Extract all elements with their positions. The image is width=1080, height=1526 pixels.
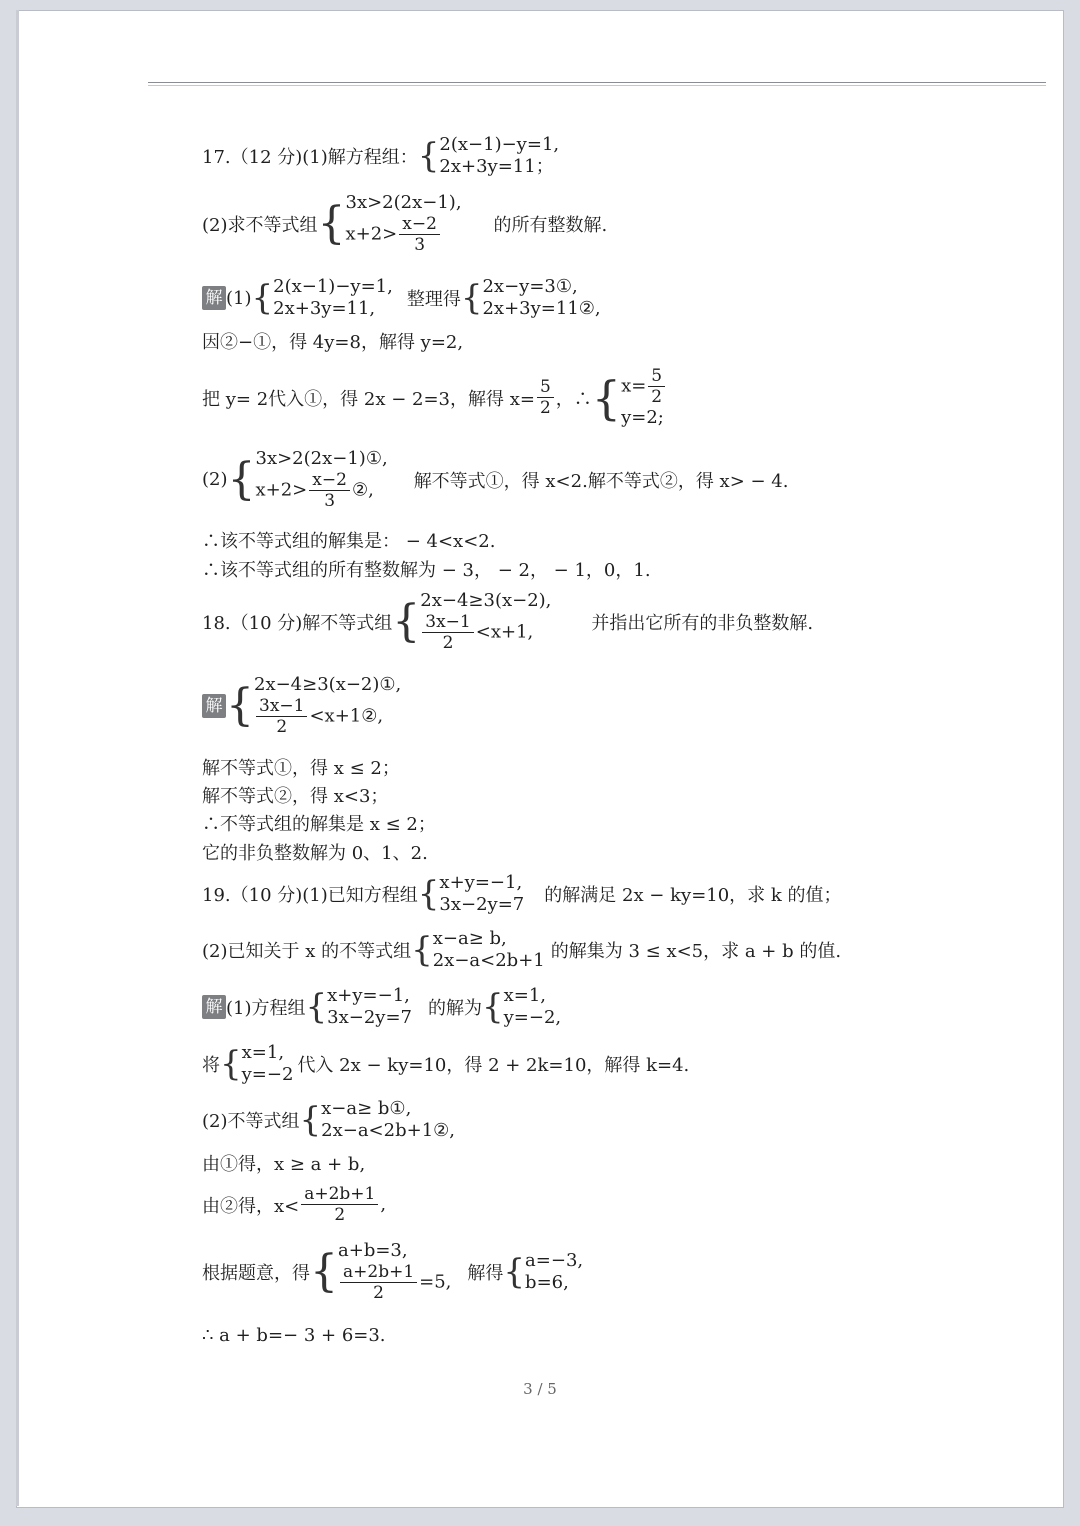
q19-part1 (202, 872, 842, 916)
q19-sol6-prefix: 根据题意，得 (202, 1262, 310, 1284)
q19-answer-y: y=−2, (503, 1007, 562, 1028)
solution-badge: 解 (202, 995, 226, 1019)
q18-ineq2 (420, 612, 551, 653)
q19-sol6-eq2 (338, 1262, 451, 1303)
eq-tail: =5, (419, 1271, 452, 1293)
q18-ineq1: 2x−4≥3(x−2), (420, 590, 552, 611)
fraction-numerator: 5 (648, 366, 665, 387)
q18-sol-line3: 解不等式②，得 x<3； (202, 786, 389, 807)
fraction-denominator: 2 (442, 633, 454, 653)
q17-part1 (202, 134, 559, 178)
q17-part2 (202, 192, 607, 255)
fraction-denominator: 2 (539, 398, 551, 418)
q19-sol6-answer (525, 1250, 583, 1294)
q19-sol-line7: ∴ a + b=− 3 + 6=3. (202, 1325, 386, 1346)
ineq-lhs: x+2> (255, 479, 308, 501)
q19-sol6-mid: 解得 (467, 1262, 504, 1284)
q17-answer-x (621, 366, 667, 407)
fraction-denominator: 3 (414, 235, 426, 255)
q17-sol4-prefix: (2) (202, 469, 228, 490)
q17-sol-line4 (202, 448, 788, 511)
q17-sol1-eq4: 2x+3y=11②, (482, 298, 601, 319)
q17-system (439, 134, 559, 178)
q17-sol1-mid: 整理得 (406, 289, 461, 310)
q18-sol-line4: ∴不等式组的解集是 x ≤ 2； (202, 814, 436, 835)
brace-icon: { (317, 198, 346, 249)
q17-sol-line6: ∴该不等式组的所有整数解为 − 3， − 2， − 1，0，1. (202, 560, 651, 581)
q18-system (420, 590, 551, 653)
q17-sol-line3 (202, 366, 667, 429)
brace-icon: { (460, 278, 483, 318)
q19-sol1-eq2: 3x−2y=7 (327, 1007, 412, 1028)
fraction-numerator: x−2 (309, 470, 350, 491)
fraction-numerator: x−2 (399, 214, 440, 235)
q19-sol1-answer (504, 985, 562, 1029)
q18-sol-line2: 解不等式①，得 x ≤ 2； (202, 758, 400, 779)
q19-eq1: x+y=−1, (439, 872, 523, 893)
brace-icon: { (299, 1100, 322, 1140)
brace-icon: { (591, 370, 622, 425)
fraction-numerator: 3x−1 (256, 696, 307, 717)
q19-sol2-suffix: 代入 2x − ky=10，得 2 + 2k=10，解得 k=4. (297, 1055, 690, 1076)
q17-sol1-prefix: (1) (226, 287, 252, 309)
q19-sol2 (202, 1042, 689, 1086)
page-number: 3 / 5 (523, 1380, 557, 1398)
brace-icon: { (417, 136, 440, 176)
q18-prefix: 18.（10 分)解不等式组 (202, 612, 393, 634)
q19-sol6-system (338, 1240, 451, 1303)
fraction-numerator: 3x−1 (422, 612, 473, 633)
q19-sol3-ineq1: x−a≥ b①, (321, 1098, 412, 1119)
fraction-denominator: 2 (276, 717, 288, 737)
q19-sol2-system (242, 1042, 294, 1086)
fraction (340, 1262, 417, 1303)
fraction (648, 366, 665, 407)
q18-sol-ineq1: 2x−4≥3(x−2)①, (254, 674, 402, 695)
fraction-numerator: 5 (537, 377, 554, 398)
q17-sol4-suffix: 解不等式①，得 x<2.解不等式②，得 x> − 4. (413, 470, 789, 492)
q17-ineq1: 3x>2(2x−1), (345, 192, 462, 213)
q17-sol1-eq1: 2(x−1)−y=1, (273, 276, 393, 297)
q19-sol1-mid: 的解为 (427, 998, 482, 1019)
q17-sol4-ineq2 (256, 470, 388, 511)
q18-sol-system (254, 674, 401, 737)
q19-sol1 (202, 985, 561, 1029)
brace-icon: { (251, 278, 274, 318)
q17-sol4-ineq1: 3x>2(2x−1)①, (255, 448, 388, 469)
q17-eq1: 2(x−1)−y=1, (439, 134, 560, 155)
q19-sol2-prefix: 将 (202, 1055, 220, 1076)
brace-icon: { (310, 1246, 338, 1297)
header-rule (148, 82, 1046, 83)
answer-x-label: x= (621, 375, 647, 397)
q19-answer-a: a=−3, (525, 1249, 584, 1271)
q19-part2-ineq1: x−a≥ b, (432, 928, 507, 949)
page-frame-left (16, 10, 19, 1506)
q17-sol3-therefore: ，∴ (555, 388, 592, 410)
solution-badge: 解 (202, 694, 226, 718)
q19-suffix: 的解满足 2x − ky=10，求 k 的值； (544, 885, 842, 906)
q18-sol-ineq2 (254, 696, 401, 737)
q17-sol4-system (256, 448, 388, 511)
brace-icon: { (411, 930, 433, 970)
brace-icon: { (227, 454, 256, 505)
q17-sol3-prefix: 把 y= 2代入①，得 2x − 2=3，解得 x= (202, 388, 535, 410)
fraction (301, 1184, 378, 1225)
brace-icon: { (481, 987, 504, 1027)
q17-sol-line5: ∴该不等式组的解集是： − 4<x<2. (202, 531, 496, 552)
q17-part2-prefix: (2)求不等式组 (202, 214, 318, 236)
q18-sol1 (202, 674, 401, 737)
solution-badge: 解 (202, 286, 226, 310)
brace-icon: { (226, 680, 254, 731)
fraction-denominator: 3 (324, 491, 336, 511)
q19-sol3-system (321, 1098, 455, 1142)
q19-sol6 (202, 1240, 583, 1303)
q19-sol2-y: y=−2 (241, 1064, 294, 1085)
q19-eq2: 3x−2y=7 (439, 894, 525, 915)
brace-icon: { (417, 874, 440, 914)
q19-part2-prefix: (2)已知关于 x 的不等式组 (202, 941, 412, 962)
q17-answer-y: y=2; (621, 407, 664, 428)
q18-sol-line5: 它的非负整数解为 0、1、2. (202, 843, 428, 864)
q17-prefix: 17.（12 分)(1)解方程组： (202, 147, 418, 168)
q19-system (439, 872, 524, 916)
brace-icon: { (392, 596, 421, 647)
q17-sol1-system2 (482, 276, 600, 320)
q19-prefix: 19.（10 分)(1)已知方程组 (202, 885, 418, 906)
brace-icon: { (220, 1044, 242, 1084)
q19-answer-x: x=1, (503, 985, 547, 1006)
q17-sol1-eq2: 2x+3y=11, (273, 298, 376, 319)
brace-icon: { (305, 987, 328, 1027)
q17-ineq2 (346, 214, 462, 255)
brace-icon: { (503, 1251, 526, 1292)
ineq-tail: ②, (351, 479, 374, 501)
fraction-denominator: 2 (651, 387, 663, 407)
q17-ineq-system (346, 192, 462, 255)
q19-sol3 (202, 1098, 455, 1142)
q17-part2-suffix: 的所有整数解. (493, 214, 608, 236)
fraction (309, 470, 350, 511)
q19-sol2-x: x=1, (241, 1042, 285, 1063)
q17-sol1-system (273, 276, 393, 320)
q19-part2-ineq2: 2x−a<2b+1 (432, 950, 545, 971)
q17-eq2: 2x+3y=11； (439, 156, 554, 177)
q19-sol5-tail: , (380, 1194, 387, 1215)
fraction (256, 696, 307, 737)
q19-part2-system (433, 928, 545, 972)
fraction-denominator: 2 (373, 1283, 384, 1303)
q19-sol3-prefix: (2)不等式组 (202, 1111, 300, 1132)
q19-sol5 (202, 1184, 386, 1225)
fraction-numerator: a+2b+1 (301, 1184, 378, 1205)
q18-suffix: 并指出它所有的非负整数解. (591, 612, 814, 634)
q18-question (202, 590, 813, 653)
q19-answer-b: b=6, (525, 1271, 569, 1293)
q19-sol-line4: 由①得，x ≥ a + b, (202, 1154, 366, 1175)
q19-sol1-prefix: (1)方程组 (226, 998, 306, 1019)
q17-sol-line2: 因②−①，得 4y=8，解得 y=2, (202, 332, 464, 353)
header-rule-secondary (148, 85, 1046, 86)
ineq-tail: <x+1, (475, 621, 534, 643)
q17-sol3-answer (621, 366, 667, 429)
fraction (399, 214, 440, 255)
q19-sol3-ineq2: 2x−a<2b+1②, (321, 1120, 456, 1141)
fraction (537, 377, 554, 418)
q19-sol5-prefix: 由②得，x< (202, 1195, 300, 1217)
q17-ineq2-lhs: x+2> (345, 223, 398, 245)
q19-part2 (202, 928, 841, 972)
fraction (422, 612, 473, 653)
q17-sol1-eq3: 2x−y=3①, (482, 276, 578, 297)
fraction-numerator: a+2b+1 (340, 1262, 417, 1283)
q19-sol1-system (327, 985, 412, 1029)
ineq-tail: <x+1②, (309, 705, 384, 727)
q19-part2-suffix: 的解集为 3 ≤ x<5，求 a + b 的值. (550, 941, 842, 962)
fraction-denominator: 2 (334, 1205, 346, 1225)
q19-sol6-eq1: a+b=3, (338, 1240, 408, 1261)
q17-sol1 (202, 276, 601, 320)
q19-sol1-eq1: x+y=−1, (327, 985, 410, 1006)
